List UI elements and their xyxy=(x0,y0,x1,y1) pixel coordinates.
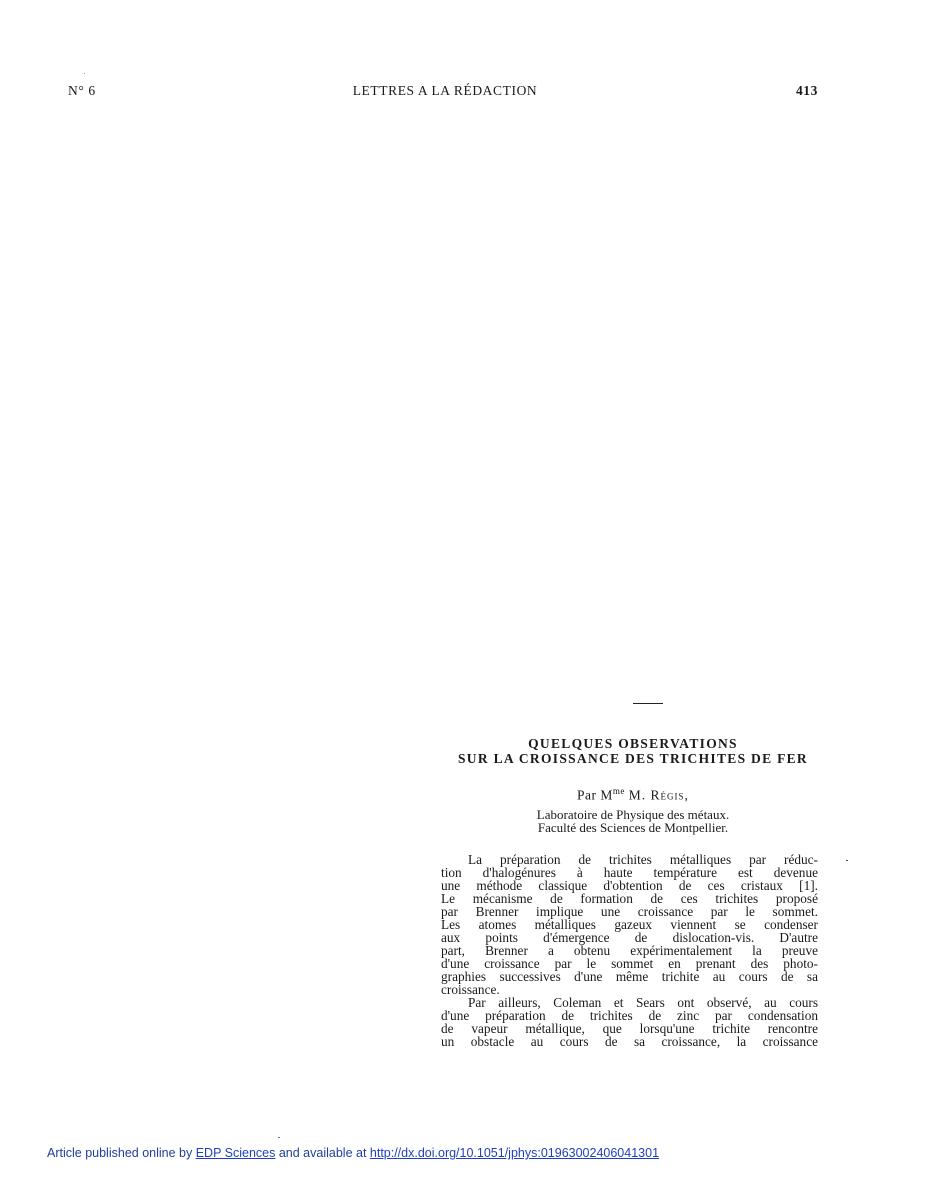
affiliation-line-2: Faculté des Sciences de Montpellier. xyxy=(537,820,729,835)
body-line: d'une préparation de trichites de zinc par condensation xyxy=(441,1008,818,1023)
print-speck xyxy=(84,73,85,74)
running-header-issue: N° 6 xyxy=(68,83,96,98)
author-title-superscript: me xyxy=(612,786,625,796)
print-speck xyxy=(278,1137,280,1138)
print-speck xyxy=(846,860,848,861)
author-byline xyxy=(440,786,826,804)
body-line: Par ailleurs, Coleman et Sears ont observé, au cours xyxy=(468,995,818,1010)
body-line: un obstacle au cours de sa croissance, la croissance xyxy=(441,1034,818,1049)
body-line: de vapeur métallique, que lorsqu'une trichite rencontre xyxy=(441,1021,818,1036)
section-separator-rule xyxy=(633,703,663,704)
doi-link[interactable]: http://dx.doi.org/10.1051/jphys:01963002406041301 xyxy=(369,1146,660,1160)
affiliation-line-1: Laboratoire de Physique des métaux. xyxy=(536,807,730,822)
body-line: une méthode classique d'obtention de ces cristaux [1]. xyxy=(441,878,818,893)
body-line: graphies successives d'une même trichite au cours de sa xyxy=(441,969,818,984)
footer-middle: and available at xyxy=(275,1146,370,1160)
footer-prefix: Article published online by xyxy=(47,1146,196,1160)
author-name: M. Régis, xyxy=(628,787,689,803)
running-header-title: LETTRES A LA RÉDACTION xyxy=(352,83,538,98)
publisher-link[interactable]: EDP Sciences xyxy=(195,1146,276,1160)
publisher-footer xyxy=(47,1146,659,1160)
body-line: Le mécanisme de formation de ces trichites proposé xyxy=(441,891,818,906)
body-line: tion d'halogénures à haute température est devenue xyxy=(441,865,818,880)
body-line: part, Brenner a obtenu expérimentalement la preuve xyxy=(441,943,818,958)
body-line: Les atomes métalliques gazeux viennent se condenser xyxy=(441,917,818,932)
article-title-line-2: SUR LA CROISSANCE DES TRICHITES DE FER xyxy=(458,751,808,766)
body-line: d'une croissance par le sommet en prenant des photo- xyxy=(441,956,818,971)
body-line: aux points d'émergence de dislocation-vis. D'autre xyxy=(441,930,818,945)
article-title-line-1: QUELQUES OBSERVATIONS xyxy=(528,736,738,751)
page-number: 413 xyxy=(795,83,818,98)
body-line: par Brenner implique une croissance par le sommet. xyxy=(441,904,818,919)
body-line: croissance. xyxy=(441,982,500,997)
body-line: La préparation de trichites métalliques par réduc- xyxy=(468,852,818,867)
author-prefix: Par M xyxy=(577,787,613,803)
